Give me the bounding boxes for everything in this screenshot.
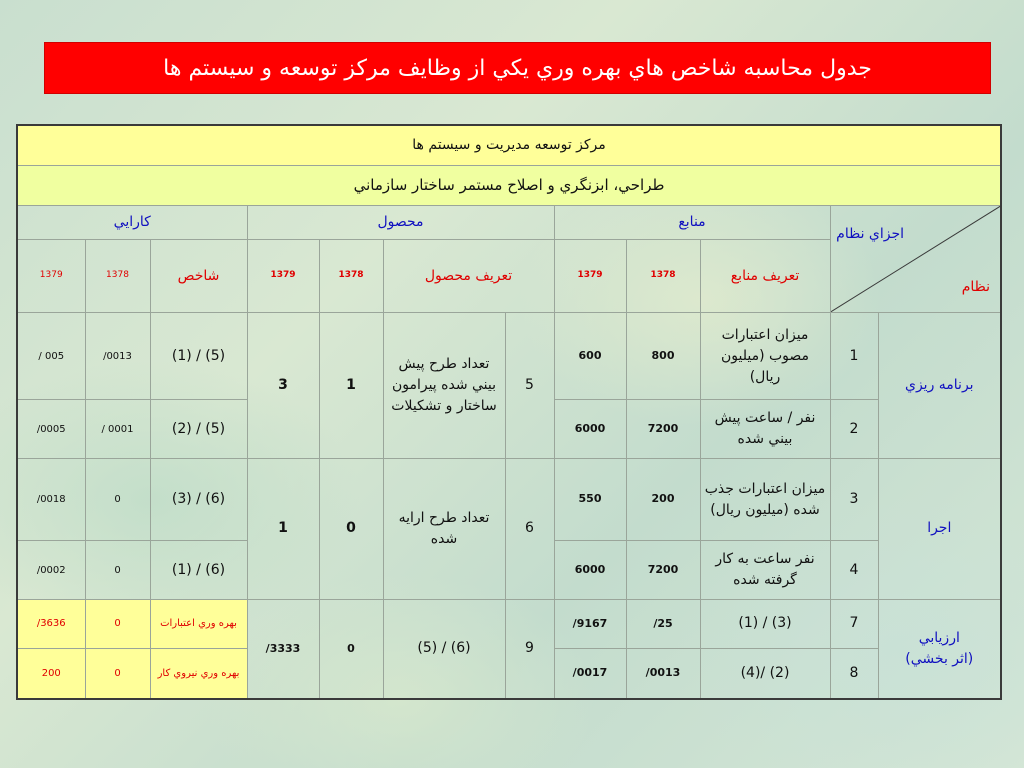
system-evaluation <box>878 599 1001 699</box>
performance-1378: /0013 <box>85 312 150 400</box>
product-1378: 0 <box>319 458 383 599</box>
product-number: 6 <box>505 458 554 599</box>
resource-definition: ميزان اعتبارات مصوب (ميليون ريال) <box>700 312 830 400</box>
row-number: 1 <box>830 312 878 400</box>
product-number: 5 <box>505 312 554 458</box>
product-1379: /3333 <box>247 599 319 699</box>
resources-1379: 600 <box>554 312 626 400</box>
performance-1378: 0 <box>85 599 150 648</box>
system-evaluation-label: ارزيابي <box>918 629 960 646</box>
productivity-table <box>16 124 1002 700</box>
product-definition: تعداد طرح ارايه شده <box>383 458 505 599</box>
header-performance-1378: 1378 <box>85 240 150 313</box>
header-performance-1379: 1379 <box>17 240 85 313</box>
product-number: 9 <box>505 599 554 699</box>
table-row <box>17 458 1001 541</box>
table-row <box>17 312 1001 400</box>
corner-header <box>830 206 1001 313</box>
indicator: (1) / (5) <box>150 312 247 400</box>
header-indicator: شاخص <box>150 240 247 313</box>
indicator: (2) / (5) <box>150 400 247 458</box>
system-execution: اجرا <box>878 458 1001 599</box>
system-evaluation-sublabel: (اثر بخشي) <box>905 650 974 667</box>
header-resources-1379: 1379 <box>554 240 626 313</box>
performance-1379: / 005 <box>17 312 85 400</box>
resource-definition: (4)/ (2) <box>700 649 830 699</box>
corner-label-system: نظام <box>961 278 991 295</box>
resources-1379: /9167 <box>554 599 626 648</box>
resources-1379: /0017 <box>554 649 626 699</box>
resources-1378: 7200 <box>626 400 700 458</box>
product-1378: 1 <box>319 312 383 458</box>
table-row <box>17 599 1001 648</box>
indicator: (1) / (6) <box>150 541 247 599</box>
system-planning: برنامه ريزي <box>878 312 1001 458</box>
corner-label-components: اجزاي نظام <box>836 226 905 243</box>
performance-1379: /0002 <box>17 541 85 599</box>
resource-definition: نفر ساعت به كار گرفته شده <box>700 541 830 599</box>
resources-1378: 7200 <box>626 541 700 599</box>
product-1378: 0 <box>319 599 383 699</box>
header-product-definition: تعريف محصول <box>383 240 554 313</box>
resources-1378: /0013 <box>626 649 700 699</box>
row-number: 3 <box>830 458 878 541</box>
product-definition: (5) / (6) <box>383 599 505 699</box>
row-number: 2 <box>830 400 878 458</box>
product-1379: 1 <box>247 458 319 599</box>
performance-1379: 200 <box>17 649 85 699</box>
header-resources-1378: 1378 <box>626 240 700 313</box>
resource-definition: (1) / (3) <box>700 599 830 648</box>
indicator: بهره وري اعتبارات <box>150 599 247 648</box>
header-resource-definition: تعريف منابع <box>700 240 830 313</box>
product-1379: 3 <box>247 312 319 458</box>
performance-1379: /0005 <box>17 400 85 458</box>
performance-1379: /0018 <box>17 458 85 541</box>
resource-definition: ميزان اعتبارات جذب شده (ميليون ريال) <box>700 458 830 541</box>
indicator: (3) / (6) <box>150 458 247 541</box>
center-title: مركز توسعه مديريت و سيستم ها <box>17 125 1001 165</box>
performance-1378: / 0001 <box>85 400 150 458</box>
resources-1378: /25 <box>626 599 700 648</box>
resources-1378: 800 <box>626 312 700 400</box>
header-product-1378: 1378 <box>319 240 383 313</box>
resources-1379: 6000 <box>554 400 626 458</box>
resources-1379: 550 <box>554 458 626 541</box>
resources-group-header: منابع <box>554 206 830 240</box>
performance-group-header: كارايي <box>17 206 247 240</box>
page-title: جدول محاسبه شاخص هاي بهره وري يكي از وظايف مركز توسعه و سيستم ها <box>44 42 991 94</box>
resource-definition: نفر / ساعت پيش بيني شده <box>700 400 830 458</box>
row-number: 4 <box>830 541 878 599</box>
performance-1378: 0 <box>85 541 150 599</box>
function-title: طراحي، ابزنگري و اصلاح مستمر ساختار سازماني <box>17 165 1001 205</box>
performance-1378: 0 <box>85 649 150 699</box>
indicator: بهره وري نيروي كار <box>150 649 247 699</box>
row-number: 7 <box>830 599 878 648</box>
resources-1379: 6000 <box>554 541 626 599</box>
header-product-1379: 1379 <box>247 240 319 313</box>
product-definition: تعداد طرح پيش بيني شده پيرامون ساختار و تشكيلات <box>383 312 505 458</box>
row-number: 8 <box>830 649 878 699</box>
product-group-header: محصول <box>247 206 554 240</box>
performance-1378: 0 <box>85 458 150 541</box>
performance-1379: /3636 <box>17 599 85 648</box>
resources-1378: 200 <box>626 458 700 541</box>
